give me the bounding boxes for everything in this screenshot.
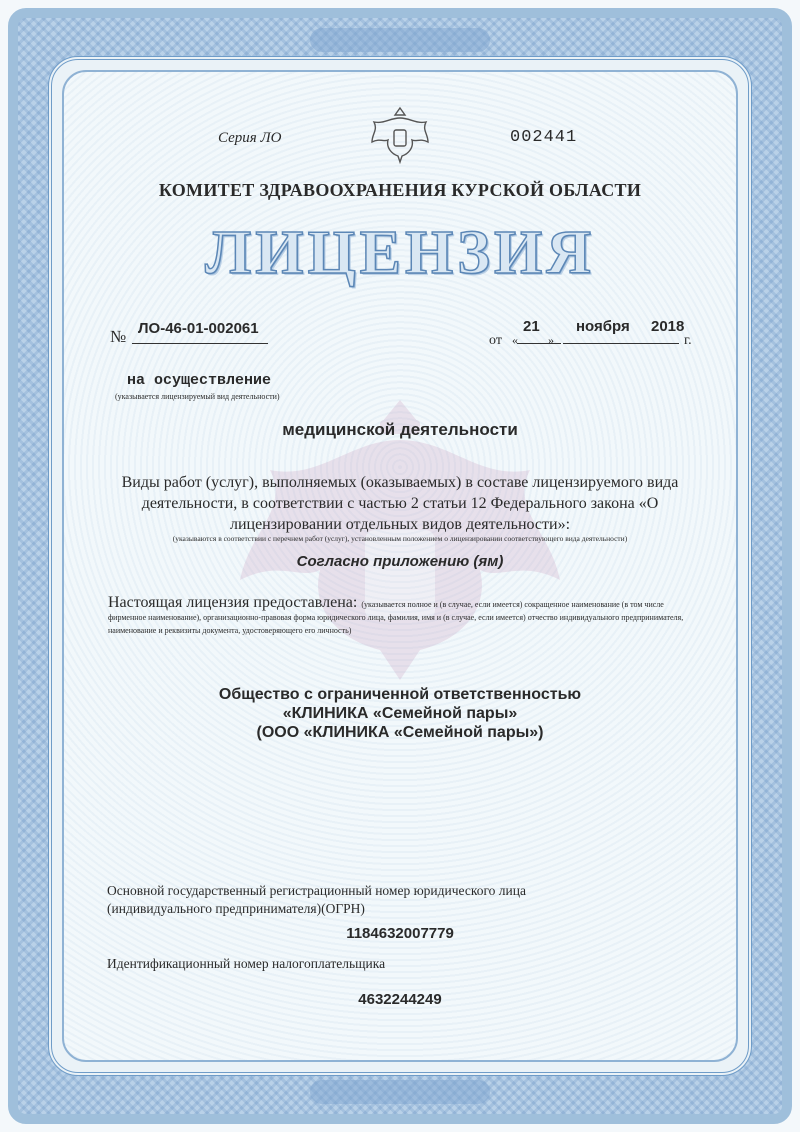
number-underline	[132, 343, 268, 344]
ogrn-value: 1184632007779	[346, 925, 454, 942]
number-sign: №	[110, 327, 127, 346]
year-suffix: г.	[684, 333, 692, 348]
series-label: Серия ЛО	[218, 130, 282, 146]
date-quote-close: »	[548, 333, 554, 347]
org-name-line-2: «КЛИНИКА «Семейной пары»	[282, 705, 518, 722]
issue-day: 21	[523, 318, 540, 335]
date-quote-open: «	[512, 333, 518, 347]
date-prefix: от	[489, 333, 502, 348]
licensed-activity: медицинской деятельности	[282, 420, 518, 439]
works-hint: (указываются в соответствии с перечнем работ (услуг), установленным положением о лицензировании соответствующего вида деятельности)	[172, 534, 628, 543]
organization-name	[0, 685, 800, 742]
org-name-line-1: Общество с ограниченной ответственностью	[218, 686, 582, 703]
month-underline	[563, 343, 679, 344]
annex-reference: Согласно приложению (ям)	[296, 553, 504, 570]
license-number: ЛО-46-01-002061	[138, 320, 259, 337]
issue-month: ноября	[576, 318, 630, 335]
purpose-label: на осуществление	[127, 372, 272, 389]
works-description: Виды работ (услуг), выполняемых (оказываемых) в составе лицензируемого вида деятельности, в соответствии с частью 2 статьи 12 Федерального закона «О лицензировании отдельных видов деятельности»:	[121, 474, 679, 533]
grantee-section	[108, 594, 700, 636]
org-name-line-3: (ООО «КЛИНИКА «Семейной пары»)	[256, 724, 544, 741]
document-title: ЛИЦЕНЗИЯ	[205, 219, 595, 287]
series-number: 002441	[510, 128, 578, 147]
grantee-hint: (указывается полное и (в случае, если имеется) сокращенное наименование (в том числе фирменное наименование), организационно-правовая форма юридического лица, фамилия, имя и (в случае, если имеется) отчество индивидуального предпринимателя, наименование и реквизиты документа, удостоверяющего его личность)	[108, 600, 684, 635]
issuing-authority: КОМИТЕТ ЗДРАВООХРАНЕНИЯ КУРСКОЙ ОБЛАСТИ	[158, 180, 642, 200]
grantee-label: Настоящая лицензия предоставлена:	[108, 594, 358, 611]
double-headed-eagle-icon	[368, 104, 432, 168]
day-underline	[517, 343, 561, 344]
purpose-hint: (указывается лицензируемый вид деятельности)	[115, 392, 280, 401]
ogrn-label: Основной государственный регистрационный номер юридического лица (индивидуального предпринимателя)(ОГРН)	[107, 883, 526, 916]
inn-label: Идентификационный номер налогоплательщика	[107, 956, 386, 971]
inn-value: 4632244249	[358, 991, 442, 1008]
issue-year: 2018	[651, 318, 685, 335]
